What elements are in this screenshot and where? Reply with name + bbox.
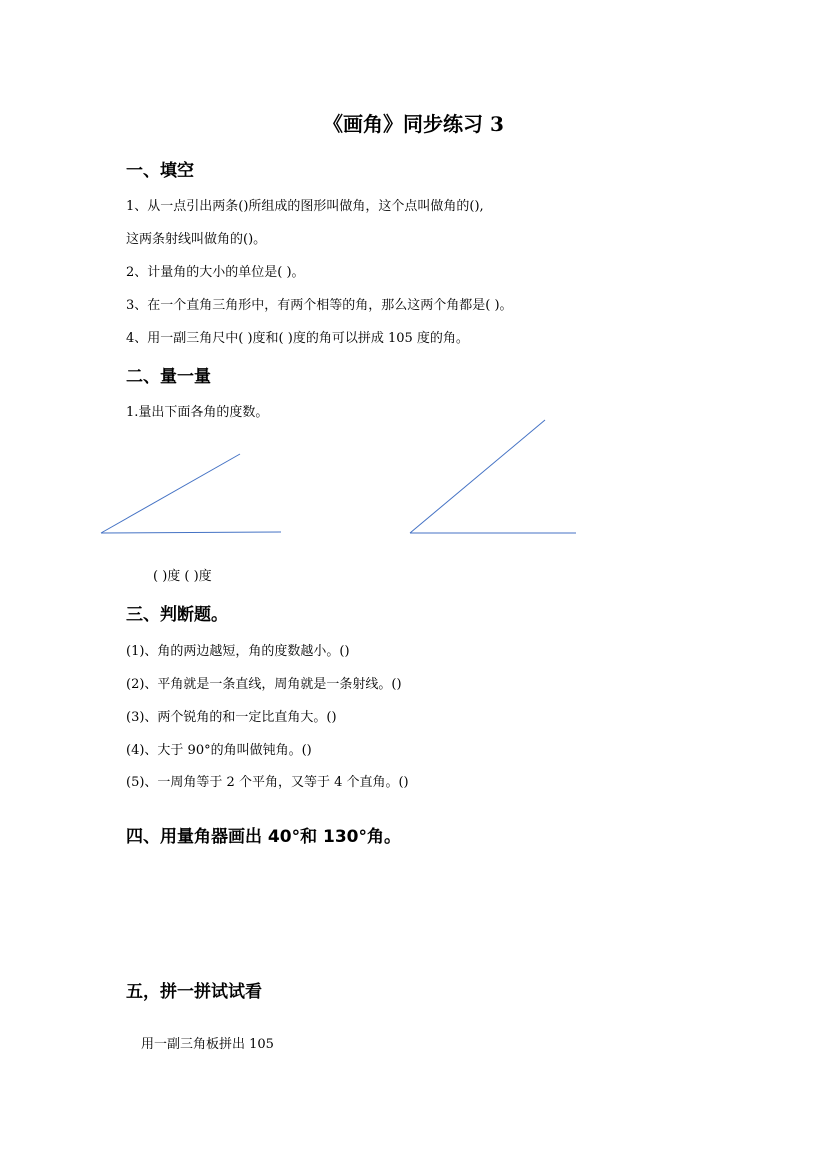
section-2-heading: 二、量一量: [126, 367, 211, 387]
page-title: 《画角》同步练习 3: [323, 112, 504, 136]
question-2: 2、计量角的大小的单位是( )。: [126, 265, 305, 280]
section-5-text: 用一副三角板拼出 105: [141, 1037, 274, 1052]
angle-1-slanted-ray: [101, 454, 240, 533]
measure-answer-line: ( )度 ( )度: [153, 569, 212, 584]
question-3: 3、在一个直角三角形中，有两个相等的角，那么这两个角都是( )。: [126, 298, 513, 313]
angle-1-base-ray: [101, 532, 281, 533]
angle-2-slanted-ray: [410, 420, 545, 533]
question-1-line-1: 1、从一点引出两条()所组成的图形叫做角，这个点叫做角的(),: [126, 199, 484, 214]
section-5-heading: 五，拼一拼试试看: [126, 982, 262, 1002]
judgement-item-5: (5)、一周角等于 2 个平角，又等于 4 个直角。(): [126, 775, 409, 790]
judgement-item-2: (2)、平角就是一条直线，周角就是一条射线。(): [126, 677, 402, 692]
measure-instruction: 1.量出下面各角的度数。: [126, 405, 269, 420]
section-4-heading: 四、用量角器画出 40°和 130°角。: [126, 827, 401, 847]
question-1-line-2: 这两条射线叫做角的()。: [126, 232, 267, 247]
section-3-heading: 三、判断题。: [126, 605, 228, 625]
judgement-item-4: (4)、大于 90°的角叫做钝角。(): [126, 743, 312, 758]
section-1-heading: 一、填空: [126, 161, 194, 181]
judgement-item-3: (3)、两个锐角的和一定比直角大。(): [126, 710, 337, 725]
judgement-item-1: (1)、角的两边越短，角的度数越小。(): [126, 644, 350, 659]
question-4: 4、用一副三角尺中( )度和( )度的角可以拼成 105 度的角。: [126, 331, 469, 346]
